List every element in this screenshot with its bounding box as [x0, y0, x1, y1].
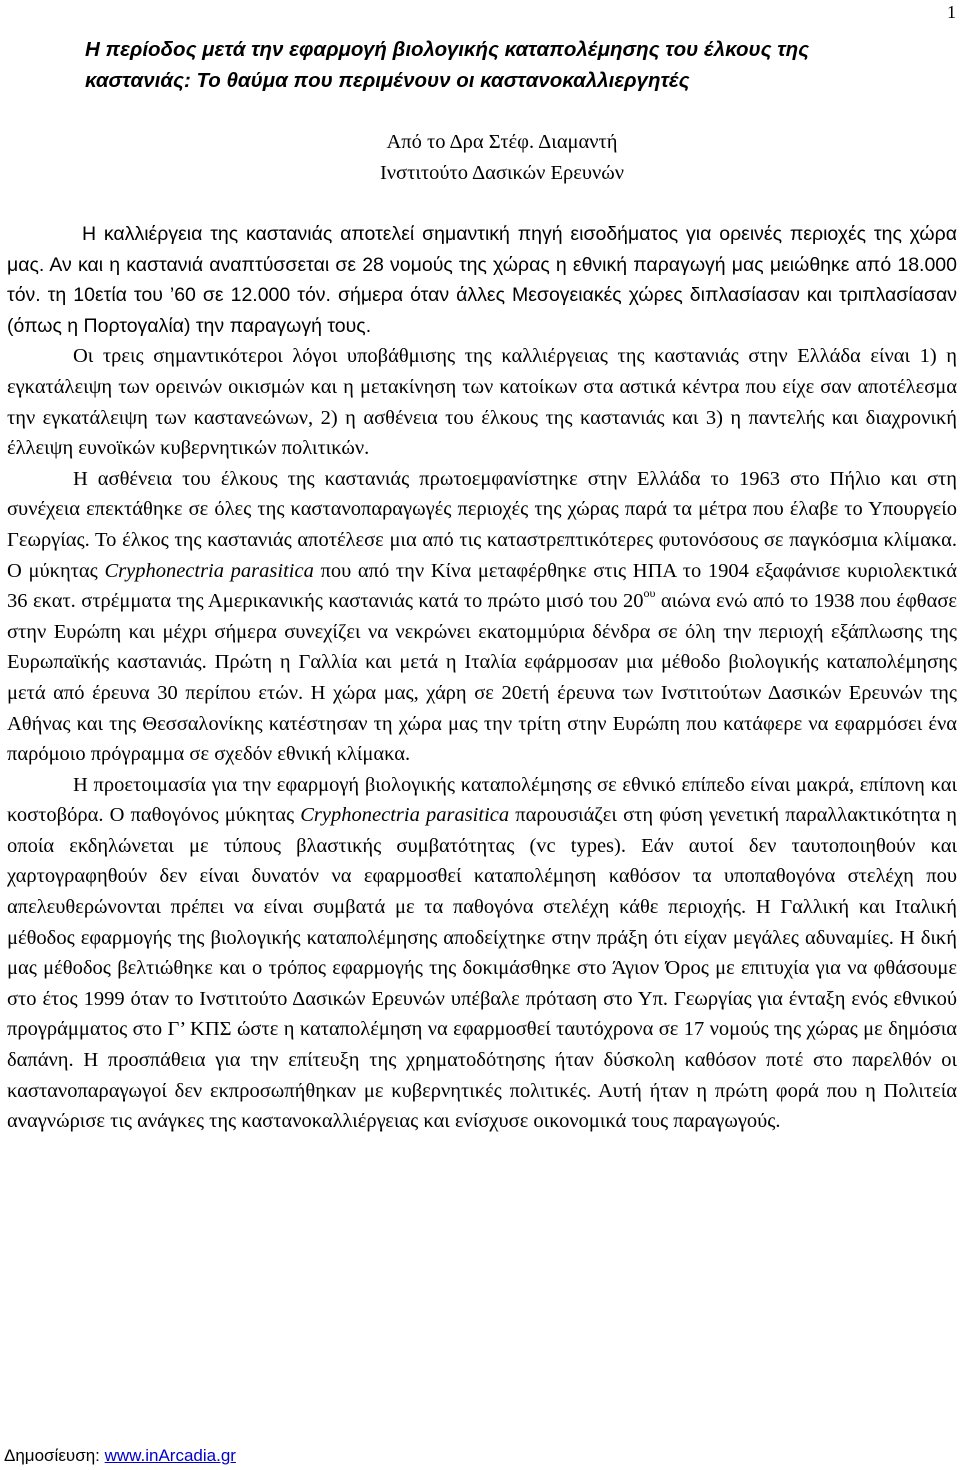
species-name: Cryphonectria parasitica — [104, 559, 314, 582]
species-name: Cryphonectria parasitica — [300, 804, 510, 827]
text-run: Η προετοιμασία για την εφαρμογή βιολογικής καταπολέμησης σε εθνικό επίπεδο είναι μακρά, επίπονη και κοστοβόρα. Ο παθογόνος μύκητας — [7, 773, 957, 827]
paragraph-preparation — [7, 770, 957, 1137]
title-line: καστανιάς: Το θαύμα που περιμένουν οι καστανοκαλλιεργητές — [85, 69, 690, 92]
superscript: ου — [643, 586, 656, 601]
author-name: Από το Δρα Στέφ. Διαμαντή — [386, 131, 618, 153]
paragraph-reasons: Οι τρεις σημαντικότεροι λόγοι υποβάθμισης της καλλιέργειας της καστανιάς στην Ελλάδα είναι 1) η εγκατάλειψη των ορεινών οικισμών και η μετακίνηση των κατοίκων στα αστικά κέντρα που είχε σαν αποτέλεσμα την εγκατάλειψη των καστανεώνων, 2) η ασθένεια του έλκους της καστανιάς και 3) η παντελής και διαχρονική έλλειψη ευνοϊκών κυβερνητικών πολιτικών. — [7, 345, 957, 460]
author-block — [47, 127, 957, 189]
paragraph-intro: Η καλλιέργεια της καστανιάς αποτελεί σημαντική πηγή εισοδήματος για ορεινές περιοχές της χώρα μας. Αν και η καστανιά αναπτύσσεται σε 28 νομούς της χώρας η εθνική παραγωγή μας μειώθηκε από 18.000 τόν. τη 10ετία του ’60 σε 12.000 τόν. σήμερα όταν άλλες Μεσογειακές χώρες διπλασίασαν και τριπλασίασαν (όπως η Πορτογαλία) την παραγωγή τους. — [7, 223, 957, 337]
text-run: αιώνα ενώ από το 1938 που έφθασε στην Ευρώπη και μέχρι σήμερα συνεχίζει να νεκρώνει εκατομμύρια δένδρα σε όλη την περιοχή εξάπλωσης της Ευρωπαϊκής καστανιάς. Πρώτη η Γαλλία και μετά η Ιταλία εφάρμοσαν μια μέθοδο βιολογικής καταπολέμησης μετά από έρευνα 30 περίπου ετών. Η χώρα μας, χάρη σε 20ετή έρευνα των Ινστιτούτων Δασικών Ερευνών της Αθήνας και της Θεσσαλονίκης κατέστησαν τη χώρα μας την τρίτη στην Ευρώπη που κατάφερε να εφαρμόσει ένα παρόμοιο πρόγραμμα σε σχεδόν εθνική κλίμακα. — [7, 590, 957, 766]
author-institute: Ινστιτούτο Δασικών Ερευνών — [379, 162, 625, 184]
page-number: 1 — [947, 2, 956, 22]
title-line: Η περίοδος μετά την εφαρμογή βιολογικής καταπολέμησης του έλκους της — [85, 38, 810, 61]
text-run: Η ασθένεια του έλκους της καστανιάς πρωτοεμφανίστηκε στην Ελλάδα το 1963 στο Πήλιο και στη συνέχεια επεκτάθηκε σε όλες της καστανοπαραγωγές περιοχές της χώρας παρά τα μέτρα που έλαβε το Υπουργείο Γεωργίας. Το έλκος της καστανιάς αποτέλεσε μια από τις καταστρεπτικότερες φυτονόσους σε παγκόσμια κλίμακα. Ο μύκητας — [7, 467, 957, 582]
paragraph-disease — [7, 464, 957, 770]
publisher-link[interactable]: www.inArcadia.gr — [104, 1446, 236, 1465]
publication-footer — [4, 1446, 236, 1466]
text-run: που από την Κίνα μεταφέρθηκε στις ΗΠΑ το 1904 εξαφάνισε κυριολεκτικά 36 εκατ. στρέμματα της Αμερικανικής καστανιάς κατά το πρώτο μισό του 20 — [7, 559, 958, 613]
footer-label: Δημοσίευση: — [4, 1446, 105, 1465]
document-title — [85, 34, 957, 96]
text-run: παρουσιάζει στη φύση γενετική παραλλακτικότητα η οποία εκδηλώνεται με τύπους βλαστικής συμβατότητας (vc types). Εάν αυτοί δεν ταυτοποιηθούν και χαρτογραφηθούν δεν είναι δυνατόν να εφαρμοσθεί καταπολέμηση καθόσον τα υποπαθογόνα στελέχη που απελευθερώνονται πρέπει να είναι συμβατά με τα παθογόνα στελέχη κάθε περιοχής. Η Γαλλική και Ιταλική μέθοδος εφαρμογής της βιολογικής καταπολέμησης αποδείχτηκε στην πράξη ότι είχαν μεγάλες αδυναμίες. Η δική μας μέθοδος βελτιώθηκε και ο τρόπος εφαρμογής της δοκιμάσθηκε στο Άγιον Όρος με επιτυχία για να φθάσουμε στο έτος 1999 όταν το Ινστιτούτο Δασικών Ερευνών υπέβαλε πρόταση στο Υπ. Γεωργίας για ένταξη ενός εθνικού προγράμματος στο Γ’ ΚΠΣ ώστε η καταπολέμηση να εφαρμοσθεί ταυτόχρονα σε 17 νομούς της χώρας με δημόσια δαπάνη. Η προσπάθεια για την επίτευξη της χρηματοδότησης ήταν δύσκολη καθόσον ποτέ στο παρελθόν οι καστανοπαραγωγοί δεν εκπροσωπήθηκαν με κυβερνητικές πολιτικές. Αυτή ήταν η πρώτη φορά που η Πολιτεία αναγνώρισε τις ανάγκες της καστανοκαλλιέργειας και ενίσχυσε οικονομικά τους παραγωγούς. — [7, 804, 957, 1133]
